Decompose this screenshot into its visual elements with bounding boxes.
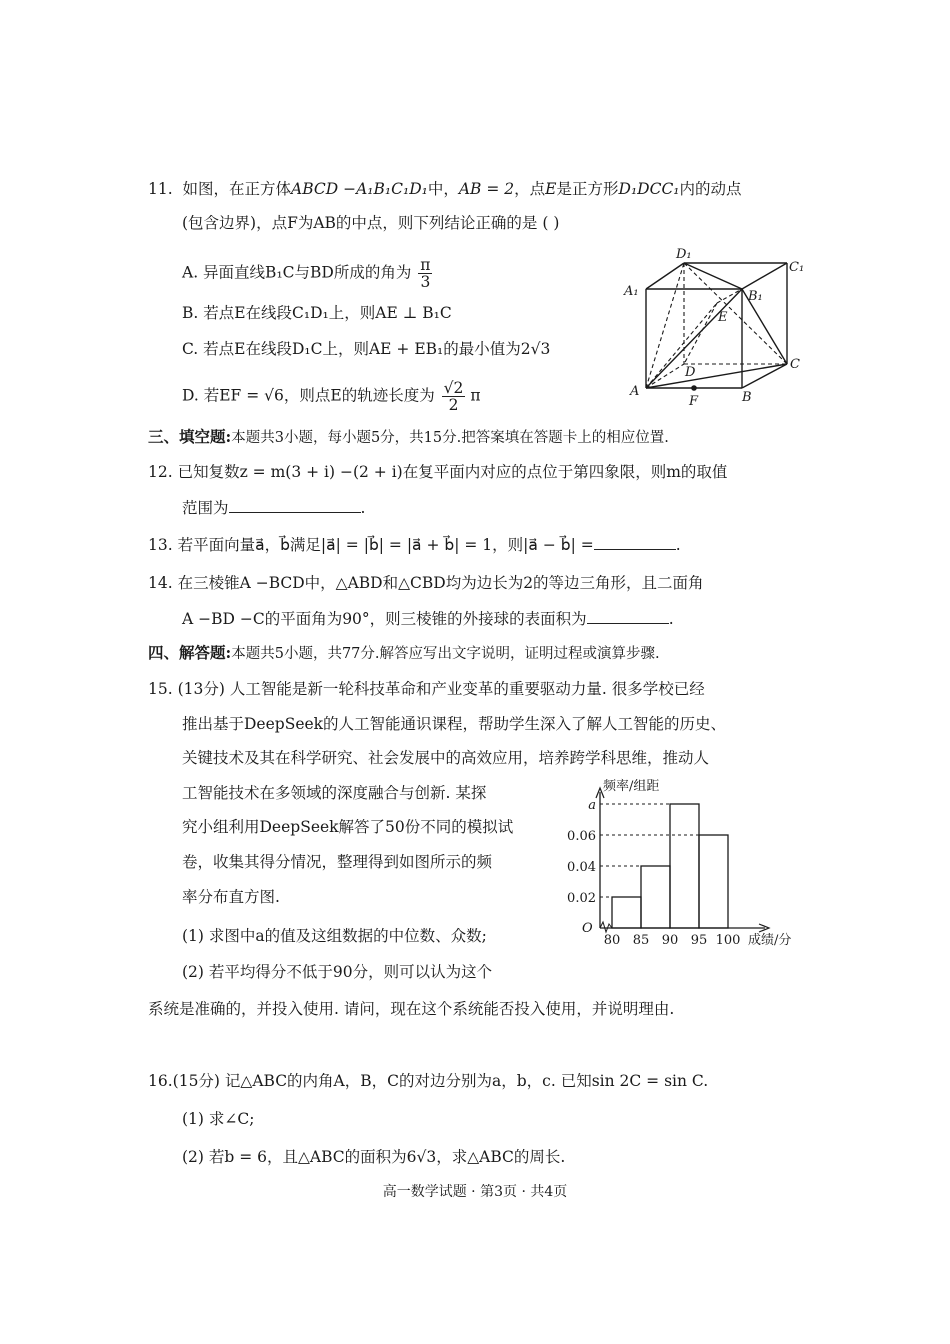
label-a1: A₁ (624, 284, 639, 299)
label-b1: B₁ (748, 289, 763, 304)
point-f (691, 385, 697, 391)
label-e: E (718, 310, 728, 325)
label-d1: D₁ (676, 247, 692, 262)
histogram-bar (641, 866, 670, 928)
q14-answer-blank (587, 607, 669, 624)
q11-option-b: B. 若点E在线段C₁D₁上，则AE ⊥ B₁C (182, 304, 452, 322)
q11-option-a: A. 异面直线B₁C与BD所成的角为 $\frac{\pi}{3}$ (182, 256, 431, 291)
q16-sub2: (2) 若b = 6，且△ABC的面积为6√3，求△ABC的周长. (182, 1148, 566, 1166)
q15-line1: 15. (13分) 人工智能是新一轮科技革命和产业变革的重要驱动力量. 很多学校已经 (148, 680, 705, 698)
q16-line1: 16.(15分) 记△ABC的内角A，B，C的对边分别为a，b，c. 已知sin 2C = sin C. (148, 1072, 709, 1090)
x-tick-label: 80 (603, 933, 621, 948)
x-tick-label: 100 (715, 933, 741, 948)
histogram-bar (699, 835, 728, 928)
q12-line2: 范围为 . (182, 496, 365, 519)
histogram-bar (612, 897, 641, 928)
y-tick-label: 0.02 (567, 891, 596, 906)
q11-option-d: D. 若EF = √6，则点E的轨迹长度为 $\frac{√2}{2}$ π (182, 379, 481, 414)
q12-answer-blank (229, 496, 361, 513)
q14-line2: A −BD −C的平面角为90°，则三棱锥的外接球的表面积为 . (182, 607, 674, 630)
x-axis-label: 成绩/分 (748, 933, 792, 948)
label-a: A (630, 384, 640, 399)
y-axis-label: 频率/组距 (603, 779, 660, 794)
q11-line1: 11. 如图，在正方体ABCD −A₁B₁C₁D₁中，AB = 2，点E是正方形D₁DCC₁内的动点 (148, 180, 742, 198)
q15-line4: 工智能技术在多领域的深度融合与创新. 某探 (182, 784, 487, 802)
y-tick-label: a (588, 798, 596, 813)
x-tick-label: 90 (661, 933, 679, 948)
x-tick-label: 95 (690, 933, 708, 948)
y-tick-label: 0.04 (567, 860, 596, 875)
cube-figure (622, 243, 812, 408)
label-c1: C₁ (789, 260, 805, 275)
q15-sub1: (1) 求图中a的值及这组数据的中位数、众数; (182, 927, 487, 945)
page-footer: 高一数学试题 · 第3页 · 共4页 (382, 1184, 568, 1200)
axis-break (600, 922, 612, 932)
label-c: C (790, 357, 800, 372)
x-tick-label: 85 (632, 933, 650, 948)
q11-line2: (包含边界)，点F为AB的中点，则下列结论正确的是 ( ) (182, 214, 560, 232)
label-f: F (689, 394, 699, 408)
q13-line: 13. 若平面向量a⃗，b⃗满足|a⃗| = |b⃗| = |a⃗ + b⃗| = 1，则|a⃗ − b⃗| = . (148, 533, 681, 556)
label-b: B (742, 390, 752, 405)
q12-line1: 12. 已知复数z = m(3 + i) −(2 + i)在复平面内对应的点位于第四象限，则m的取值 (148, 463, 728, 481)
frequency-histogram (560, 778, 815, 948)
q15-line5: 究小组利用DeepSeek解答了50份不同的模拟试 (182, 818, 514, 836)
q14-line1: 14. 在三棱锥A −BCD中，△ABD和△CBD均为边长为2的等边三角形，且二面角 (148, 574, 704, 592)
q11-option-c: C. 若点E在线段D₁C上，则AE + EB₁的最小值为2√3 (182, 340, 551, 358)
q15-line6: 卷，收集其得分情况，整理得到如图所示的频 (182, 853, 493, 871)
section4-heading: 四、解答题:本题共5小题，共77分.解答应写出文字说明，证明过程或演算步骤. (148, 643, 660, 662)
q15-sub2: (2) 若平均得分不低于90分，则可以认为这个 (182, 963, 493, 981)
origin-label: O (582, 921, 593, 936)
q15-line8: 系统是准确的，并投入使用. 请问，现在这个系统能否投入使用，并说明理由. (148, 1000, 675, 1018)
section3-heading: 三、填空题:本题共3小题，每小题5分，共15分.把答案填在答题卡上的相应位置. (148, 427, 669, 446)
q13-answer-blank (594, 533, 676, 550)
q15-line7: 率分布直方图. (182, 888, 280, 906)
q15-line2: 推出基于DeepSeek的人工智能通识课程，帮助学生深入了解人工智能的历史、 (182, 715, 727, 733)
histogram-bar (670, 804, 699, 928)
q15-line3: 关键技术及其在科学研究、社会发展中的高效应用，培养跨学科思维，推动人 (182, 749, 710, 767)
y-tick-label: 0.06 (567, 829, 596, 844)
q16-sub1: (1) 求∠C; (182, 1110, 255, 1128)
label-d: D (685, 365, 696, 380)
